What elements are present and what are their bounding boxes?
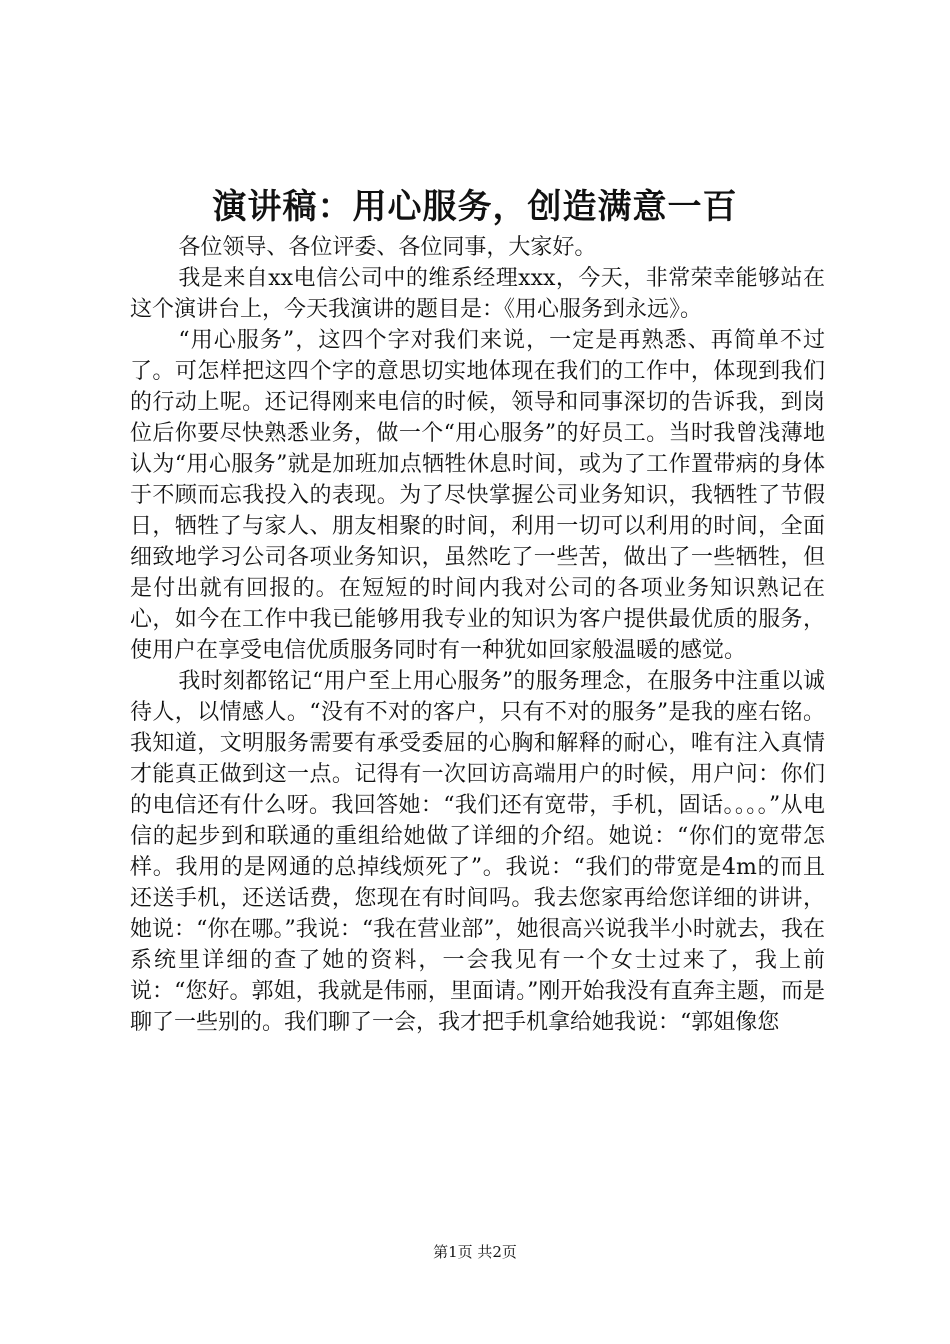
page-number-footer: 第1页 共2页 [433, 1243, 517, 1261]
document-title: 演讲稿：用心服务，创造满意一百 [212, 187, 738, 227]
document-body [130, 232, 825, 1038]
paragraph-introduction: 我是来自xx电信公司中的维系经理xxx，今天，非常荣幸能够站在这个演讲台上，今天我演讲的题目是：《用心服务到永远》。 [130, 266, 825, 322]
paragraph-service-story: 我时刻都铭记“用户至上用心服务”的服务理念，在服务中注重以诚待人，以情感人。“没有不对的客户，只有不对的服务”是我的座右铭。我知道，文明服务需要有承受委屈的心胸和解释的耐心，唯有注入真情才能真正做到这一点。记得有一次回访高端用户的时候，用户问：你们的电信还有什么呀。我回答她：“我们还有宽带，手机，固话。。。。”从电信的起步到和联通的重组给她做了详细的介绍。她说：“你们的宽带怎样。我用的是网通的总掉线烦死了”。我说：“我们的带宽是4m的而且还送手机，还送话费，您现在有时间吗。我去您家再给您详细的讲讲，她说：“你在哪。”我说：“我在营业部”，她很高兴说我半小时就去，我在系统里详细的查了她的资料，一会我见有一个女士过来了，我上前说：“您好。郭姐，我就是伟丽，里面请。”刚开始我没有直奔主题，而是聊了一些别的。我们聊了一会，我才把手机拿给她我说：“郭姐像您 [130, 669, 825, 1035]
paragraph-service-meaning: “用心服务”，这四个字对我们来说，一定是再熟悉、再简单不过了。可怎样把这四个字的意思切实地体现在我们的工作中，体现到我们的行动上呢。还记得刚来电信的时候，领导和同事深切的告诉我，到岗位后你要尽快熟悉业务，做一个“用心服务”的好员工。当时我曾浅薄地认为“用心服务”就是加班加点牺牲休息时间，或为了工作置带病的身体于不顾而忘我投入的表现。为了尽快掌握公司业务知识，我牺牲了节假日，牺牲了与家人、朋友相聚的时间，利用一切可以利用的时间，全面细致地学习公司各项业务知识，虽然吃了一些苦，做出了一些牺牲，但是付出就有回报的。在短短的时间内我对公司的各项业务知识熟记在心，如今在工作中我已能够用我专业的知识为客户提供最优质的服务，使用户在享受电信优质服务同时有一种犹如回家般温暖的感觉。 [130, 328, 825, 663]
paragraph-greeting: 各位领导、各位评委、各位同事，大家好。 [178, 235, 597, 260]
